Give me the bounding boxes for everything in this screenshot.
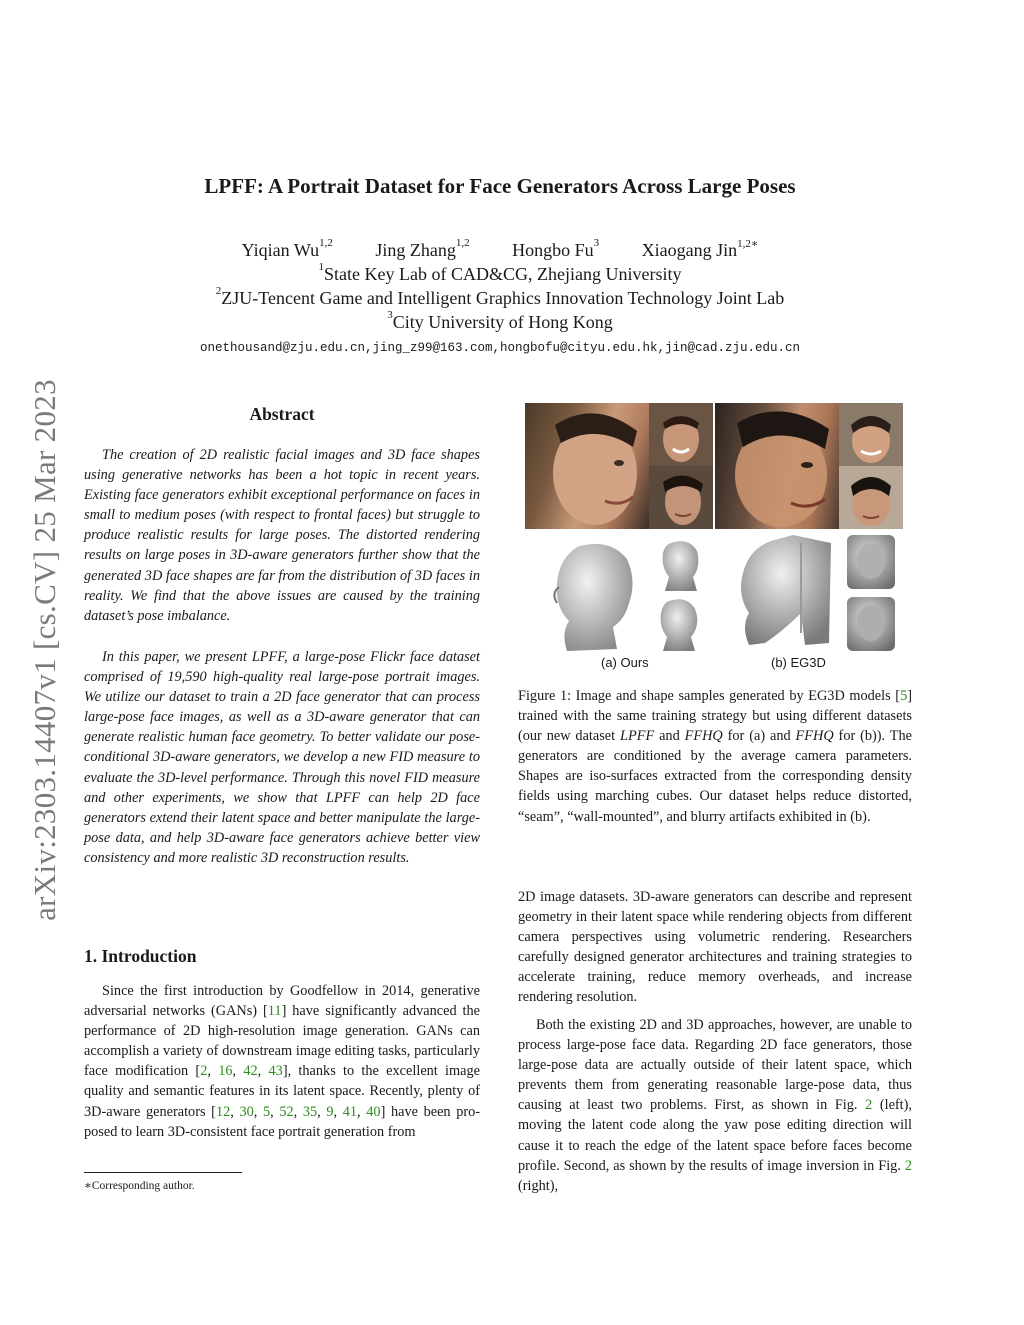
figure-label-a: (a) Ours bbox=[601, 655, 649, 670]
citation-link[interactable]: 2 bbox=[200, 1063, 208, 1080]
footnote-rule bbox=[84, 1172, 242, 1173]
citation-link[interactable]: 52 bbox=[279, 1103, 294, 1120]
intro-paragraph-1: Since the first introduction by Goodfellow in 2014, generative adversarial networks (GANs) [11] have significantly advanced the performance of 2D high-resolution image generation. GANs can accomplish a variety of downstream image editing tasks, particularly face modification [2, 16, 42, 43], thanks to the excellent image quality and semantic features in its latent space. Recently, plenty of 3D-aware generators [12, 30, 5, 52, 35, 9, 41, 40] have been proposed to learn 3D-consistent face portrait generation from bbox=[84, 983, 481, 1140]
citation-link[interactable]: 11 bbox=[267, 1003, 282, 1020]
citation-link[interactable]: 16 bbox=[218, 1063, 233, 1080]
shape-render-small-b2 bbox=[843, 595, 899, 653]
shape-render-large-a bbox=[547, 537, 647, 653]
abstract-paragraph-1: The creation of 2D realistic facial images and 3D face shapes using generative networks has been a hot topic in recent years. Existing face generators exhibit exceptional performance on faces in small to medium poses (with respect to frontal faces) but struggle to produce realistic results for large poses. The distorted rendering results on large poses in 3D-aware generators further show that the generated 3D face shapes are far from the distribution of 3D faces in reality. We find that the above issues are caused by the training dataset’s pose imbalance. bbox=[84, 447, 480, 624]
author-emails: onethousand@zju.edu.cn,jing_z99@163.com,hongbofu@cityu.edu.hk,jin@cad.zju.edu.cn bbox=[199, 341, 801, 355]
arxiv-id: arXiv:2303.14407v1 [cs.CV] 25 Mar 2023 bbox=[27, 379, 62, 921]
citation-link[interactable]: 12 bbox=[215, 1103, 231, 1120]
citation-link[interactable]: 5 bbox=[900, 688, 908, 704]
author: Xiaogang Jin$^{1,2∗}$ bbox=[641, 238, 759, 260]
affiliation: $^3$City University of Hong Kong bbox=[387, 309, 613, 332]
citation-link[interactable]: 41 bbox=[342, 1103, 358, 1120]
abstract-paragraph-2: In this paper, we present LPFF, a large-pose Flickr face dataset comprised of 19,590 high-quality real large-pose portrait images. We utilize our dataset to train a 2D face generator that can process large-pose face images, as well as a 3D-aware generator that can generate realistic human face geometry. To better validate our pose-conditional 3D-aware generators, we develop a new FID measure to evaluate the 3D-level performance. Through this novel FID measure and other experiments, we show that LPFF can help 2D face generators extend their latent space and better manipulate the large-pose data, and help 3D-aware face generators achieve better view consistency and more realistic 3D reconstruction results. bbox=[84, 649, 480, 866]
author: Hongbo Fu$^3$ bbox=[512, 237, 600, 260]
shape-render-small-a2 bbox=[653, 595, 709, 653]
face-image-small-b1 bbox=[839, 403, 903, 466]
citation-link[interactable]: 5 bbox=[262, 1103, 271, 1120]
figure-1 bbox=[525, 403, 903, 673]
citation-link[interactable]: 43 bbox=[268, 1063, 283, 1080]
shape-render-small-a1 bbox=[653, 537, 709, 593]
face-image-large-a bbox=[525, 403, 649, 529]
face-image-large-b bbox=[715, 403, 839, 529]
section-heading-introduction: 1. Introduction bbox=[84, 946, 197, 966]
citation-link[interactable]: 30 bbox=[239, 1103, 254, 1120]
citation-link[interactable]: 40 bbox=[366, 1103, 381, 1120]
shape-render-small-b1 bbox=[843, 533, 899, 591]
face-image-small-a2 bbox=[649, 466, 713, 529]
figure-link[interactable]: 2 bbox=[904, 1157, 912, 1174]
intro-paragraph-2: Both the existing 2D and 3D approaches, however, are unable to process large-pose face data. Regarding 2D face generators, those large-pose data are actually outside of their latent space, which prevents them from generating reasonable large-pose data, thus causing at least two problems. First, as shown in Fig. 2 (left), moving the latent code along the yaw pose editing direction will cause it to reach the edge of the latent space before faces become profile. Second, as shown by the results of image inversion in Fig. 2 (right), bbox=[518, 1017, 912, 1194]
author: Jing Zhang$^{1,2}$ bbox=[375, 237, 470, 260]
affiliation: $^2$ZJU-Tencent Game and Intelligent Graphics Innovation Technology Joint Lab bbox=[215, 285, 785, 308]
footnote: ∗Corresponding author. bbox=[84, 1180, 195, 1192]
abstract-heading: Abstract bbox=[249, 404, 315, 424]
face-image-small-a1 bbox=[649, 403, 713, 466]
intro-paragraph-1-continued: 2D image datasets. 3D-aware generators can describe and represent geometry in their latent space while rendering objects from different camera perspectives using volumetric rendering. Researchers carefully designed generator architectures and training strategies to accelerate training, reduce memory overheads, and increase rendering resolution. bbox=[518, 889, 912, 1006]
author-list bbox=[0, 237, 1000, 261]
affiliation: $^1$State Key Lab of CAD&CG, Zhejiang University bbox=[318, 261, 682, 284]
citation-link[interactable]: 9 bbox=[326, 1103, 334, 1120]
figure-link[interactable]: 2 bbox=[865, 1097, 873, 1114]
citation-link[interactable]: 35 bbox=[302, 1103, 318, 1120]
face-image-small-b2 bbox=[839, 466, 903, 529]
paper-title: LPFF: A Portrait Dataset for Face Generators Across Large Poses bbox=[204, 174, 796, 198]
figure-label-b: (b) EG3D bbox=[771, 655, 826, 670]
figure-1-caption: Figure 1: Image and shape samples generated by EG3D models [5] trained with the same training strategy but using different datasets (our new dataset LPFF and FFHQ for (a) and FFHQ for (b)). The generators are conditioned by the average camera parameters. Shapes are iso-surfaces extracted from the corresponding density fields using marching cubes. Our dataset helps reduce distorted, “seam”, “wall-mounted”, and blurry artifacts exhibited in (b). bbox=[518, 688, 912, 825]
author: Yiqian Wu$^{1,2}$ bbox=[241, 237, 333, 260]
citation-link[interactable]: 42 bbox=[243, 1063, 258, 1080]
shape-render-large-b bbox=[735, 533, 835, 653]
